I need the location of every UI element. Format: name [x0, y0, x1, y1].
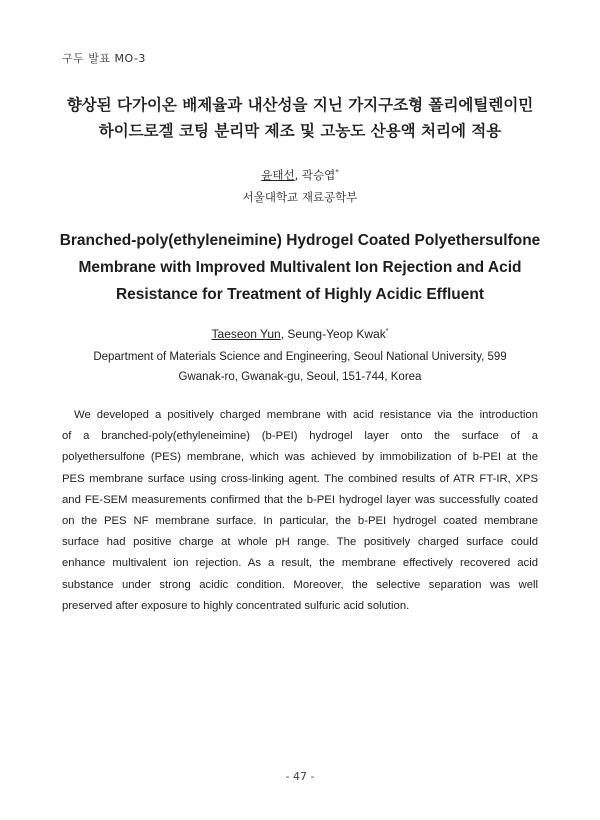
korean-title-line-2: 하이드로겔 코팅 분리막 제조 및 고농도 산용액 처리에 적용 [98, 122, 502, 140]
english-author-separator: , [280, 327, 288, 341]
english-corresponding-mark: * [385, 328, 389, 335]
english-title-line-3: Resistance for Treatment of Highly Acidic Effluent [115, 286, 485, 303]
session-label: 구두 발표 MO-3 [62, 52, 146, 65]
abstract-line: preserved after exposure to highly concentrated sulfuric acid solution. [62, 599, 410, 612]
korean-title-line-1: 향상된 다가이온 배제율과 내산성을 지닌 가지구조형 폴리에틸렌이민 [66, 96, 534, 114]
abstract-line: polyethersulfone (PES) membrane, which was achieved by immobilization of b-PEI at the [62, 451, 538, 464]
abstract-line: of a branched-poly(ethyleneimine) (b-PEI) hydrogel layer onto the surface of a [62, 430, 538, 443]
korean-authors [0, 167, 600, 183]
english-title-line-2: Membrane with Improved Multivalent Ion Rejection and Acid [78, 259, 522, 276]
korean-title [40, 92, 560, 144]
english-affiliation-line-2: Gwanak-ro, Gwanak-gu, Seoul, 151-744, Korea [178, 371, 422, 383]
abstract-line: We developed a positively charged membrane with acid resistance via the introduction [74, 409, 538, 421]
english-title [50, 227, 550, 308]
abstract-line: PES membrane surface using cross-linking agent. The combined results of ATR FT-IR, XPS [62, 472, 538, 485]
abstract-line: enhance multivalent ion rejection. As a result, the membrane effectively recovered acid [62, 557, 538, 570]
abstract-line: and FE-SEM measurements confirmed that the b-PEI hydrogel layer was successfully coated [62, 493, 538, 506]
korean-corresponding-mark: * [335, 168, 339, 176]
korean-corresponding-author: 곽승엽 [301, 168, 336, 182]
korean-presenting-author: 윤태선 [261, 168, 295, 182]
english-corresponding-author: Seung-Yeop Kwak [287, 327, 386, 341]
english-affiliation-line-1: Department of Materials Science and Engineering, Seoul National University, 599 [93, 351, 507, 363]
page-number: - 47 - [285, 770, 315, 783]
abstract-line: surface had positive charge at whole pH range. The positively charged surface could [62, 536, 538, 549]
english-presenting-author: Taeseon Yun [211, 327, 281, 341]
english-authors [0, 327, 600, 341]
english-affiliation [60, 347, 540, 387]
abstract-line: on the PES NF membrane surface. In particular, the b-PEI hydrogel coated membrane [62, 515, 538, 528]
english-title-line-1: Branched-poly(ethyleneimine) Hydrogel Coated Polyethersulfone [59, 232, 541, 249]
abstract [62, 405, 538, 617]
abstract-line: substance under strong acidic condition. Moreover, the selective separation was well [62, 578, 538, 591]
korean-author-separator: , [294, 168, 302, 182]
korean-affiliation: 서울대학교 재료공학부 [242, 190, 358, 204]
